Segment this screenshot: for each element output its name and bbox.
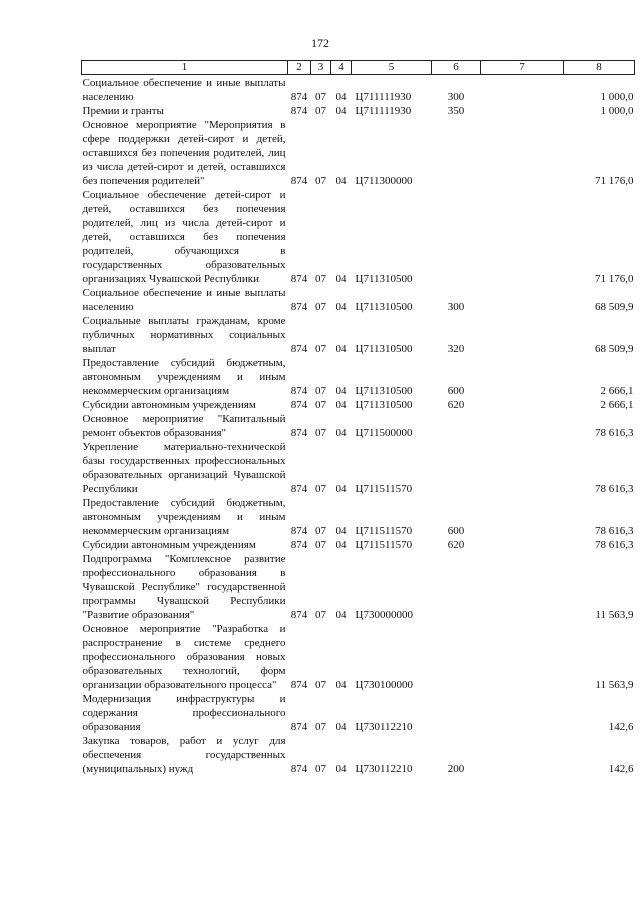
column-7-value (481, 538, 564, 552)
subsection-code: 04 (335, 609, 347, 621)
admin-code: 874 (290, 175, 308, 187)
column-7-value (481, 692, 564, 734)
table-row (82, 734, 635, 776)
column-7-value (481, 104, 564, 118)
target-article-code: Ц711500000 (355, 427, 413, 439)
expense-type-code (432, 692, 481, 734)
amount: 2 666,1 (600, 399, 634, 411)
amount: 78 616,3 (595, 525, 634, 537)
table-body (82, 75, 635, 777)
admin-code: 874 (290, 763, 308, 775)
subsection-code: 04 (335, 427, 347, 439)
expense-type-code: 300 (447, 91, 465, 103)
subsection-code: 04 (335, 91, 347, 103)
admin-code: 874 (290, 385, 308, 397)
table-row (82, 104, 635, 118)
expense-type-code: 600 (447, 525, 465, 537)
row-name: Укрепление материально-технической базы государственных профессиональных образовательных организаций Чувашской Республики (82, 441, 286, 495)
target-article-code: Ц711511570 (355, 525, 413, 537)
row-name: Социальное обеспечение и иные выплаты населению (82, 77, 286, 103)
table-row (82, 496, 635, 538)
admin-code: 874 (290, 483, 308, 495)
expense-type-code (432, 552, 481, 622)
section-code: 07 (315, 301, 326, 313)
section-code: 07 (315, 525, 326, 537)
section-code: 07 (315, 343, 326, 355)
admin-code: 874 (290, 427, 308, 439)
row-name: Основное мероприятие "Разработка и распространение в системе среднего профессионального образования новых образовательных технологий, форм организации образовательного процесса" (82, 623, 286, 691)
table-header (82, 61, 635, 75)
amount: 1 000,0 (600, 105, 634, 117)
section-code: 07 (315, 763, 326, 775)
expense-type-code: 300 (447, 301, 465, 313)
table-row (82, 622, 635, 692)
budget-table (81, 60, 635, 776)
target-article-code: Ц730112210 (355, 763, 413, 775)
row-name: Субсидии автономным учреждениям (82, 539, 256, 551)
header-cell: 2 (288, 61, 311, 75)
column-7-value (481, 622, 564, 692)
subsection-code: 04 (335, 385, 347, 397)
target-article-code: Ц730000000 (355, 609, 413, 621)
header-cell: 8 (564, 61, 635, 75)
admin-code: 874 (290, 105, 308, 117)
target-article-code: Ц711310500 (355, 385, 413, 397)
section-code: 07 (315, 91, 326, 103)
admin-code: 874 (290, 721, 308, 733)
page-number: 172 (311, 36, 329, 50)
amount: 11 563,9 (595, 679, 634, 691)
table-row (82, 538, 635, 552)
column-7-value (481, 412, 564, 440)
section-code: 07 (315, 385, 326, 397)
column-7-value (481, 552, 564, 622)
column-7-value (481, 75, 564, 105)
subsection-code: 04 (335, 273, 347, 285)
expense-type-code: 350 (447, 105, 465, 117)
admin-code: 874 (290, 679, 308, 691)
amount: 2 666,1 (600, 385, 634, 397)
target-article-code: Ц711111930 (355, 105, 412, 117)
column-7-value (481, 496, 564, 538)
row-name: Подпрограмма "Комплексное развитие профессионального образования в Чувашской Республике" государственной программы Чувашской Республики "Развитие образования" (82, 553, 286, 621)
table-row (82, 286, 635, 314)
subsection-code: 04 (335, 721, 347, 733)
expense-type-code: 200 (447, 763, 465, 775)
subsection-code: 04 (335, 763, 347, 775)
row-name: Предоставление субсидий бюджетным, автономным учреждениям и иным некоммерческим организациям (82, 497, 286, 537)
expense-type-code (432, 440, 481, 496)
row-name: Социальные выплаты гражданам, кроме публичных нормативных социальных выплат (82, 315, 286, 355)
section-code: 07 (315, 609, 326, 621)
admin-code: 874 (290, 539, 308, 551)
section-code: 07 (315, 427, 326, 439)
row-name: Модернизация инфраструктуры и содержания профессионального образования (82, 693, 286, 733)
amount: 71 176,0 (595, 273, 634, 285)
target-article-code: Ц711310500 (355, 343, 413, 355)
row-name: Премии и гранты (82, 105, 164, 117)
column-7-value (481, 314, 564, 356)
table-row (82, 440, 635, 496)
section-code: 07 (315, 483, 326, 495)
admin-code: 874 (290, 609, 308, 621)
target-article-code: Ц711511570 (355, 483, 413, 495)
expense-type-code (432, 412, 481, 440)
admin-code: 874 (290, 399, 308, 411)
table-row (82, 356, 635, 398)
expense-type-code: 620 (447, 539, 465, 551)
row-name: Основное мероприятие "Капитальный ремонт объектов образования" (82, 413, 286, 439)
column-7-value (481, 734, 564, 776)
subsection-code: 04 (335, 175, 347, 187)
target-article-code: Ц711310500 (355, 301, 413, 313)
expense-type-code: 320 (447, 343, 465, 355)
amount: 68 509,9 (595, 343, 634, 355)
table-row (82, 692, 635, 734)
row-name: Субсидии автономным учреждениям (82, 399, 256, 411)
row-name: Предоставление субсидий бюджетным, автономным учреждениям и иным некоммерческим организациям (82, 357, 286, 397)
header-cell: 7 (481, 61, 564, 75)
amount: 78 616,3 (595, 427, 634, 439)
header-cell: 6 (432, 61, 481, 75)
target-article-code: Ц730100000 (355, 679, 413, 691)
section-code: 07 (315, 273, 326, 285)
expense-type-code (432, 118, 481, 188)
amount: 71 176,0 (595, 175, 634, 187)
amount: 78 616,3 (595, 483, 634, 495)
target-article-code: Ц711111930 (355, 91, 412, 103)
section-code: 07 (315, 721, 326, 733)
subsection-code: 04 (335, 399, 347, 411)
admin-code: 874 (290, 91, 308, 103)
table-row (82, 412, 635, 440)
target-article-code: Ц711310500 (355, 399, 413, 411)
column-7-value (481, 356, 564, 398)
amount: 142,6 (608, 763, 634, 775)
amount: 68 509,9 (595, 301, 634, 313)
subsection-code: 04 (335, 525, 347, 537)
header-cell: 5 (352, 61, 432, 75)
admin-code: 874 (290, 343, 308, 355)
table-row (82, 398, 635, 412)
table-row (82, 552, 635, 622)
header-row (82, 61, 635, 75)
subsection-code: 04 (335, 301, 347, 313)
amount: 11 563,9 (595, 609, 634, 621)
subsection-code: 04 (335, 539, 347, 551)
row-name: Социальное обеспечение детей-сирот и детей, оставшихся без попечения родителей, лиц из числа детей-сирот и детей, оставшихся без попечения родителей, обучающихся в государственных образовательных организациях Чувашской Республики (82, 189, 286, 285)
header-cell: 3 (311, 61, 331, 75)
amount: 78 616,3 (595, 539, 634, 551)
target-article-code: Ц711310500 (355, 273, 413, 285)
expense-type-code (432, 188, 481, 286)
column-7-value (481, 188, 564, 286)
row-name: Социальное обеспечение и иные выплаты населению (82, 287, 286, 313)
expense-type-code: 620 (447, 399, 465, 411)
target-article-code: Ц711511570 (355, 539, 413, 551)
admin-code: 874 (290, 301, 308, 313)
table-row (82, 188, 635, 286)
subsection-code: 04 (335, 483, 347, 495)
section-code: 07 (315, 539, 326, 551)
admin-code: 874 (290, 525, 308, 537)
section-code: 07 (315, 399, 326, 411)
target-article-code: Ц711300000 (355, 175, 413, 187)
subsection-code: 04 (335, 679, 347, 691)
column-7-value (481, 118, 564, 188)
table-row (82, 75, 635, 105)
subsection-code: 04 (335, 105, 347, 117)
section-code: 07 (315, 105, 326, 117)
column-7-value (481, 286, 564, 314)
table-row (82, 118, 635, 188)
section-code: 07 (315, 679, 326, 691)
row-name: Основное мероприятие "Мероприятия в сфере поддержки детей-сирот и детей, оставшихся без попечения родителей, лиц из числа детей-сирот и детей, оставшихся без попечения родителей" (82, 119, 286, 187)
target-article-code: Ц730112210 (355, 721, 413, 733)
expense-type-code: 600 (447, 385, 465, 397)
column-7-value (481, 398, 564, 412)
column-7-value (481, 440, 564, 496)
amount: 142,6 (608, 721, 634, 733)
header-cell: 4 (331, 61, 352, 75)
section-code: 07 (315, 175, 326, 187)
admin-code: 874 (290, 273, 308, 285)
row-name: Закупка товаров, работ и услуг для обеспечения государственных (муниципальных) нужд (82, 735, 286, 775)
expense-type-code (432, 622, 481, 692)
subsection-code: 04 (335, 343, 347, 355)
table-row (82, 314, 635, 356)
amount: 1 000,0 (600, 91, 634, 103)
header-cell: 1 (82, 61, 288, 75)
